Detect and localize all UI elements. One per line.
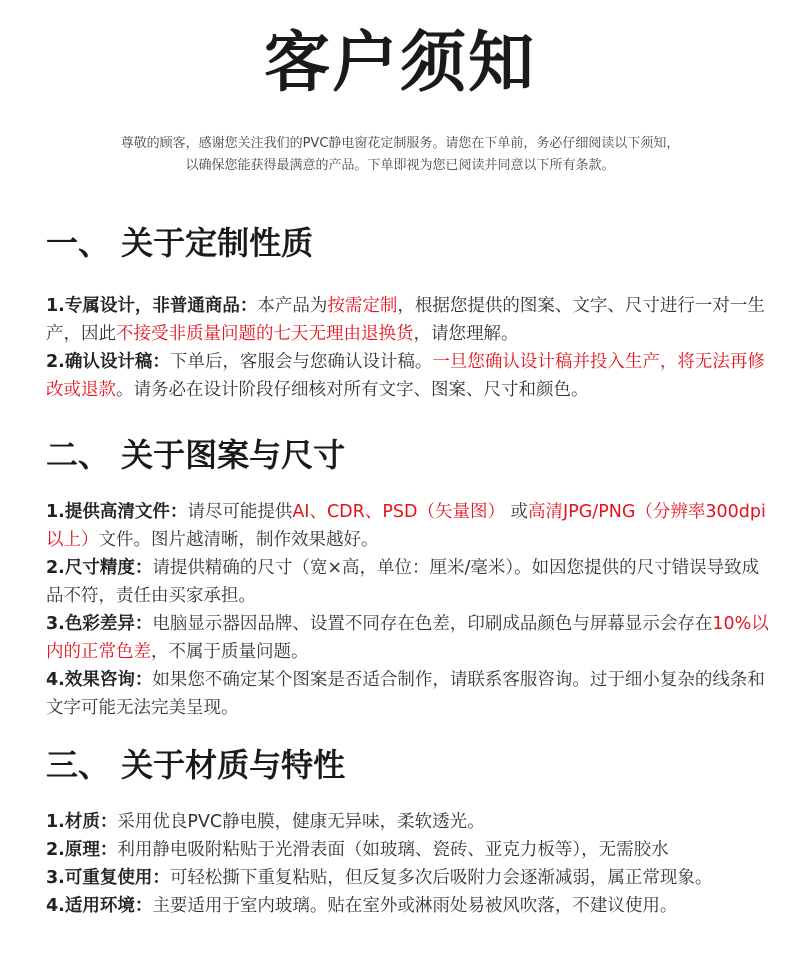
body-text: 电脑显示器因品牌、设置不同存在色差，印刷成品颜色与屏幕显示会存在 (152, 614, 713, 634)
highlighted-text: 10%以内的正常色差 (46, 614, 769, 662)
terms-item (46, 808, 770, 836)
body-text: ，根据您提供的图案、文字、尺寸进行一对一生产，因此 (46, 296, 765, 344)
terms-item (46, 498, 770, 554)
terms-item (46, 348, 770, 404)
terms-item-label: 2.尺寸精度： (46, 558, 153, 578)
section-body-pattern-size (46, 498, 770, 722)
terms-item-label: 1.专属设计，非普通商品： (46, 296, 258, 316)
body-text: 如果您不确定某个图案是否适合制作，请联系客服咨询。过于细小复杂的线条和文字可能无法完美呈现。 (46, 670, 765, 718)
body-text: ，请您理解。 (413, 324, 519, 344)
highlighted-text: 高清JPG/PNG（分辨率300dpi以上） (46, 502, 766, 550)
section-body-customization (46, 292, 770, 404)
body-text: 本产品为 (257, 296, 328, 316)
terms-item-label: 2.确认设计稿： (46, 352, 170, 372)
terms-item (46, 292, 770, 348)
terms-item-label: 1.材质： (46, 812, 118, 832)
body-text: 或 (504, 502, 529, 522)
terms-item (46, 864, 770, 892)
body-text: 下单后，客服会与您确认设计稿。 (169, 352, 433, 372)
highlighted-text: 不接受非质量问题的七天无理由退换货 (116, 324, 414, 344)
terms-item-label: 3.可重复使用： (46, 868, 170, 888)
body-text: ，不属于质量问题。 (151, 642, 309, 662)
section-heading-customization: 一、 关于定制性质 (46, 224, 314, 262)
terms-item (46, 836, 770, 864)
terms-item (46, 610, 770, 666)
section-heading-material: 三、 关于材质与特性 (46, 746, 346, 784)
intro-line: 以确保您能获得最满意的产品。下单即视为您已阅读并同意以下所有条款。 (185, 158, 615, 173)
terms-item-label: 4.效果咨询： (46, 670, 153, 690)
terms-item (46, 554, 770, 610)
terms-item (46, 666, 770, 722)
terms-item-label: 4.适用环境： (46, 896, 153, 916)
section-heading-pattern-size: 二、 关于图案与尺寸 (46, 436, 346, 474)
body-text: 请提供精确的尺寸（宽×高，单位：厘米/毫米）。如因您提供的尺寸错误导致成品不符，责任由买家承担。 (46, 558, 760, 606)
section-body-material (46, 808, 770, 920)
terms-item-label: 3.色彩差异： (46, 614, 153, 634)
terms-item-label: 2.原理： (46, 840, 118, 860)
intro-text (60, 133, 740, 177)
body-text: 请尽可能提供 (187, 502, 293, 522)
body-text: 主要适用于室内玻璃。贴在室外或淋雨处易被风吹落，不建议使用。 (152, 896, 678, 916)
page-title: 客户须知 (264, 24, 536, 101)
body-text: 利用静电吸附粘贴于光滑表面（如玻璃、瓷砖、亚克力板等），无需胶水 (117, 840, 669, 860)
highlighted-text: 一旦您确认设计稿并投入生产，将无法再修改或退款 (46, 352, 765, 400)
highlighted-text: 按需定制 (327, 296, 398, 316)
body-text: 可轻松撕下重复粘贴，但反复多次后吸附力会逐渐减弱，属正常现象。 (169, 868, 713, 888)
terms-item-label: 1.提供高清文件： (46, 502, 188, 522)
intro-line: 尊敬的顾客，感谢您关注我们的PVC静电窗花定制服务。请您在下单前，务必仔细阅读以下须知， (120, 136, 680, 151)
highlighted-text: AI、CDR、PSD（矢量图） (292, 502, 505, 522)
body-text: 。请务必在设计阶段仔细核对所有文字、图案、尺寸和颜色。 (116, 380, 589, 400)
body-text: 文件。图片越清晰，制作效果越好。 (98, 530, 379, 550)
body-text: 采用优良PVC静电膜，健康无异味，柔软透光。 (117, 812, 485, 832)
terms-item (46, 892, 770, 920)
